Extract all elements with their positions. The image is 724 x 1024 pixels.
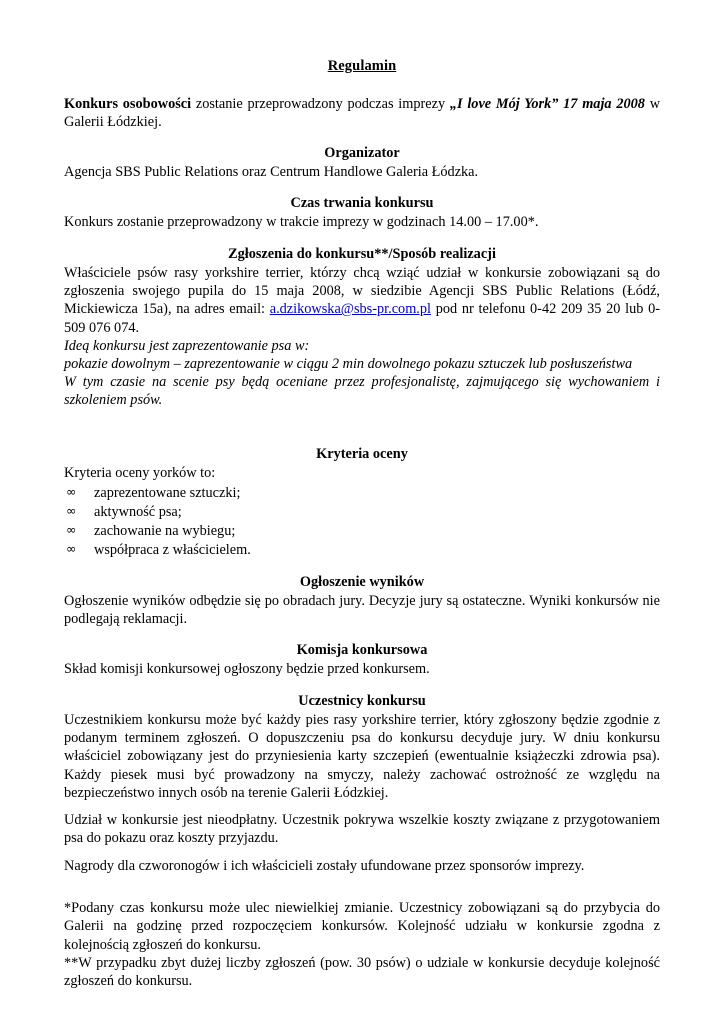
list-item [64,522,660,541]
heading-ogloszenie-wynikow: Ogłoszenie wyników [299,573,425,590]
heading-zgloszenia: Zgłoszenia do konkursu**/Sposób realizacji [228,245,496,262]
heading-uczestnicy: Uczestnicy konkursu [298,692,426,709]
list-item [64,541,660,560]
infinity-bullet-icon: ∞ [66,540,77,556]
organizator-body: Agencja SBS Public Relations oraz Centrum Handlowe Galeria Łódzka. [64,164,479,181]
list-item-label: aktywność psa; [94,503,182,520]
intro-paragraph [64,95,660,131]
infinity-bullet-icon: ∞ [66,483,77,499]
komisja-body: Skład komisji konkursowej ogłoszony będzie przed konkursem. [64,661,430,678]
page-title: Regulamin [327,58,397,74]
kryteria-body: Kryteria oceny yorków to: [64,464,216,481]
footnote-2: **W przypadku zbyt dużej liczby zgłoszeń (pow. 30 psów) o udziale w konkursie decyduje kolejność zgłoszeń do konkursu. [64,954,660,990]
intro-text-2: w Galerii Łódzkiej. [64,96,661,131]
intro-text-1: zostanie przeprowadzony podczas imprezy [191,96,450,112]
uczestnicy-paragraph-2: Udział w konkursie jest nieodpłatny. Uczestnik pokrywa wszelkie koszty związane z przygotowaniem psa do pokazu oraz koszty przyjazdu. [64,812,660,847]
spacer-uczestnicy-2 [64,848,660,857]
idea-line-1: Ideą konkursu jest zaprezentowanie psa w: [64,337,310,354]
list-item [64,503,660,522]
intro-event-name: „I love Mój York” 17 maja 2008 [449,96,645,112]
spacer-before-footnotes [64,875,660,890]
spacer-after-idea [64,410,660,432]
heading-kryteria: Kryteria oceny [316,445,408,462]
idea-line-3: W tym czasie na scenie psy będą oceniane przez profesjonalistę, zajmującego się wychowaniem i szkoleniem psów. [64,374,660,409]
list-item-label: zaprezentowane sztuczki; [94,484,241,501]
heading-organizator: Organizator [324,145,400,162]
zgloszenia-text-after-email: pod nr telefonu 0-42 209 35 20 lub 0-509 076 074. [64,301,660,336]
zgloszenia-text-before-email: Właściciele psów rasy yorkshire terrier, którzy chcą wziąć udział w konkursie zobowiązani są do zgłoszenia swojego pupila do 15 maja 2008, w siedzibie Agencji SBS Public Relations (Łódź, Mickiewicza 15a), na adres email: [64,264,660,318]
spacer-uczestnicy-1 [64,802,660,811]
list-item-label: współpraca z właścicielem. [94,541,251,558]
ogloszenie-wynikow-body: Ogłoszenie wyników odbędzie się po obradach jury. Decyzje jury są ostateczne. Wyniki konkursów nie podlegają reklamacji. [64,592,660,628]
zgloszenia-body [64,264,660,337]
heading-czas-trwania: Czas trwania konkursu [290,195,434,212]
list-item-label: zachowanie na wybiegu; [94,522,236,539]
list-item [64,484,660,503]
infinity-bullet-icon: ∞ [66,502,77,518]
uczestnicy-paragraph-1: Uczestnikiem konkursu może być każdy pies rasy yorkshire terrier, który zgłoszony będzie zgodnie z podanym terminem zgłoszeń. O dopuszczeniu psa do konkursu decyduje jury. W dniu konkursu właściciel zobowiązany jest do przyniesienia karty szczepień (ewentualnie książeczki zdrowia psa). Każdy piesek musi być prowadzony na smyczy, należy zachować ostrożność ze względu na bezpieczeństwo innych osób na terenie Galerii Łódzkiej. [64,711,660,801]
infinity-bullet-icon: ∞ [66,521,77,537]
footnote-1: *Podany czas konkursu może ulec niewielkiej zmianie. Uczestnicy zobowiązani są do przybycia do Galerii na godzinę przed rozpoczęciem konkursów. Kolejność udziału w konkursie zgodna z kolejnością zgłoszeń do konkursu. [64,900,660,953]
heading-komisja: Komisja konkursowa [296,642,428,659]
email-link[interactable]: a.dzikowska@sbs-pr.com.pl [269,301,432,318]
czas-trwania-body: Konkurs zostanie przeprowadzony w trakcie imprezy w godzinach 14.00 – 17.00*. [64,214,539,231]
uczestnicy-paragraph-3: Nagrody dla czworonogów i ich właścicieli zostały ufundowane przez sponsorów imprezy. [64,857,585,874]
kryteria-list [64,484,660,560]
spacer-before-footnotes-2 [64,890,660,899]
intro-bold-lead: Konkurs osobowości [64,96,192,112]
idea-line-2: pokazie dowolnym – zaprezentowanie w ciągu 2 min dowolnego pokazu sztuczek lub posłuszeństwa [64,355,633,372]
